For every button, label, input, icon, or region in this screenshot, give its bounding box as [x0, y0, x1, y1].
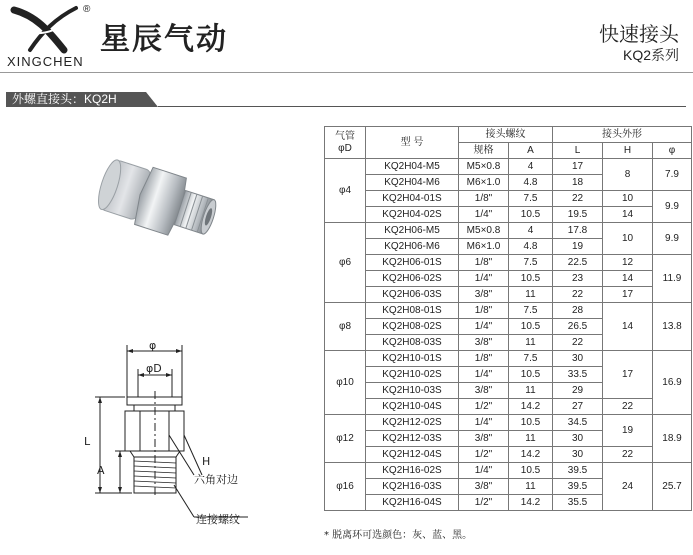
table-row: [325, 303, 692, 319]
header-phi: φ: [653, 143, 692, 159]
l-value-cell: 17: [553, 159, 603, 175]
l-value-cell: 23: [553, 271, 603, 287]
spec-table: [324, 126, 692, 511]
l-value-cell: 19.5: [553, 207, 603, 223]
phi-value-cell: 7.9: [653, 159, 692, 191]
model-cell: KQ2H06-02S: [366, 271, 459, 287]
catalog-title: 快速接头: [599, 22, 679, 46]
table-row: [325, 415, 692, 431]
table-row: [325, 159, 692, 175]
l-value-cell: 29: [553, 383, 603, 399]
a-value-cell: 10.5: [509, 415, 553, 431]
header-l: L: [553, 143, 603, 159]
tube-size-cell: φ6: [325, 223, 366, 303]
phi-value-cell: 16.9: [653, 351, 692, 415]
thread-label: 连接螺纹: [196, 513, 240, 526]
a-value-cell: 7.5: [509, 303, 553, 319]
brand-logo: [6, 4, 86, 54]
thread-spec-cell: 1/8": [459, 255, 509, 271]
h-value-cell: 19: [603, 415, 653, 447]
model-cell: KQ2H16-03S: [366, 479, 459, 495]
thread-spec-cell: 3/8": [459, 383, 509, 399]
h-value-cell: 17: [603, 287, 653, 303]
header-dims-group: 接头外形: [553, 127, 692, 143]
product-photo: [80, 150, 230, 270]
header-h: H: [603, 143, 653, 159]
dim-h-label: H: [202, 455, 211, 468]
model-cell: KQ2H10-02S: [366, 367, 459, 383]
l-value-cell: 22: [553, 287, 603, 303]
h-value-cell: 22: [603, 399, 653, 415]
thread-spec-cell: 1/8": [459, 191, 509, 207]
thread-spec-cell: 1/8": [459, 351, 509, 367]
phi-value-cell: 18.9: [653, 415, 692, 463]
thread-spec-cell: 1/8": [459, 303, 509, 319]
thread-spec-cell: 3/8": [459, 335, 509, 351]
dimension-drawing: [70, 335, 320, 535]
l-value-cell: 17.8: [553, 223, 603, 239]
a-value-cell: 4.8: [509, 175, 553, 191]
l-value-cell: 22: [553, 335, 603, 351]
a-value-cell: 4: [509, 159, 553, 175]
h-value-cell: 22: [603, 447, 653, 463]
spec-table-body: [325, 159, 692, 511]
phi-value-cell: 13.8: [653, 303, 692, 351]
a-value-cell: 11: [509, 479, 553, 495]
l-value-cell: 39.5: [553, 479, 603, 495]
model-cell: KQ2H12-02S: [366, 415, 459, 431]
l-value-cell: 35.5: [553, 495, 603, 511]
h-value-cell: 10: [603, 223, 653, 255]
thread-spec-cell: M6×1.0: [459, 239, 509, 255]
a-value-cell: 7.5: [509, 351, 553, 367]
table-row: [325, 191, 692, 207]
a-value-cell: 11: [509, 287, 553, 303]
thread-spec-cell: 3/8": [459, 287, 509, 303]
thread-spec-cell: 3/8": [459, 431, 509, 447]
thread-spec-cell: 1/2": [459, 399, 509, 415]
l-value-cell: 30: [553, 447, 603, 463]
model-cell: KQ2H10-01S: [366, 351, 459, 367]
brand-name-en: XINGCHEN: [7, 54, 84, 69]
brand-name: 星辰气动: [100, 22, 228, 57]
phi-value-cell: 11.9: [653, 255, 692, 303]
thread-spec-cell: M6×1.0: [459, 175, 509, 191]
h-value-cell: 12: [603, 255, 653, 271]
model-cell: KQ2H12-04S: [366, 447, 459, 463]
l-value-cell: 30: [553, 351, 603, 367]
a-value-cell: 11: [509, 431, 553, 447]
model-cell: KQ2H16-02S: [366, 463, 459, 479]
dim-a-label: A: [97, 464, 105, 477]
tube-size-cell: φ12: [325, 415, 366, 463]
table-row: [325, 351, 692, 367]
table-row: [325, 223, 692, 239]
hex-label: 六角对边: [194, 473, 238, 486]
thread-spec-cell: 1/4": [459, 415, 509, 431]
a-value-cell: 14.2: [509, 495, 553, 511]
header-tube: 气管 φD: [325, 127, 366, 159]
table-row: [325, 207, 692, 223]
model-cell: KQ2H12-03S: [366, 431, 459, 447]
h-value-cell: 14: [603, 303, 653, 351]
a-value-cell: 10.5: [509, 319, 553, 335]
model-cell: KQ2H08-01S: [366, 303, 459, 319]
thread-spec-cell: 1/2": [459, 447, 509, 463]
phi-value-cell: 9.9: [653, 223, 692, 255]
a-value-cell: 10.5: [509, 207, 553, 223]
a-value-cell: 4: [509, 223, 553, 239]
table-row: [325, 399, 692, 415]
header-a: A: [509, 143, 553, 159]
tube-size-cell: φ16: [325, 463, 366, 511]
header-thread-group: 接头螺纹: [459, 127, 553, 143]
table-row: [325, 287, 692, 303]
table-row: [325, 447, 692, 463]
dim-phid-label: φD: [146, 362, 162, 375]
l-value-cell: 39.5: [553, 463, 603, 479]
thread-spec-cell: M5×0.8: [459, 159, 509, 175]
header-spec: 规格: [459, 143, 509, 159]
l-value-cell: 18: [553, 175, 603, 191]
a-value-cell: 14.2: [509, 447, 553, 463]
thread-spec-cell: 1/4": [459, 463, 509, 479]
l-value-cell: 22: [553, 191, 603, 207]
phi-value-cell: 9.9: [653, 191, 692, 223]
model-cell: KQ2H04-M6: [366, 175, 459, 191]
model-cell: KQ2H10-04S: [366, 399, 459, 415]
thread-spec-cell: 1/2": [459, 495, 509, 511]
h-value-cell: 17: [603, 351, 653, 399]
model-cell: KQ2H04-02S: [366, 207, 459, 223]
thread-spec-cell: 1/4": [459, 319, 509, 335]
l-value-cell: 26.5: [553, 319, 603, 335]
model-cell: KQ2H08-02S: [366, 319, 459, 335]
catalog-subtitle: KQ2系列: [622, 47, 679, 63]
thread-spec-cell: 1/4": [459, 207, 509, 223]
registered-mark: ®: [83, 4, 91, 15]
thread-spec-cell: 1/4": [459, 367, 509, 383]
l-value-cell: 22.5: [553, 255, 603, 271]
a-value-cell: 10.5: [509, 271, 553, 287]
h-value-cell: 24: [603, 463, 653, 511]
a-value-cell: 7.5: [509, 191, 553, 207]
l-value-cell: 27: [553, 399, 603, 415]
tube-size-cell: φ8: [325, 303, 366, 351]
phi-value-cell: 25.7: [653, 463, 692, 511]
thread-spec-cell: M5×0.8: [459, 223, 509, 239]
a-value-cell: 11: [509, 335, 553, 351]
model-cell: KQ2H06-M6: [366, 239, 459, 255]
table-row: [325, 463, 692, 479]
l-value-cell: 28: [553, 303, 603, 319]
xc-logo-icon: [6, 4, 86, 54]
dim-l-label: L: [84, 435, 91, 448]
footnote: * 脱离环可选颜色：灰、蓝、黑。: [324, 530, 473, 541]
h-value-cell: 8: [603, 159, 653, 191]
a-value-cell: 7.5: [509, 255, 553, 271]
table-row: [325, 271, 692, 287]
h-value-cell: 14: [603, 207, 653, 223]
section-title: 外螺直接头：KQ2H: [12, 92, 117, 106]
tube-size-cell: φ10: [325, 351, 366, 415]
l-value-cell: 30: [553, 431, 603, 447]
tube-size-cell: φ4: [325, 159, 366, 223]
model-cell: KQ2H04-01S: [366, 191, 459, 207]
l-value-cell: 33.5: [553, 367, 603, 383]
a-value-cell: 10.5: [509, 367, 553, 383]
thread-spec-cell: 3/8": [459, 479, 509, 495]
thread-spec-cell: 1/4": [459, 271, 509, 287]
model-cell: KQ2H06-01S: [366, 255, 459, 271]
a-value-cell: 4.8: [509, 239, 553, 255]
dim-phi-label: φ: [149, 339, 157, 352]
a-value-cell: 10.5: [509, 463, 553, 479]
model-cell: KQ2H16-04S: [366, 495, 459, 511]
h-value-cell: 10: [603, 191, 653, 207]
h-value-cell: 14: [603, 271, 653, 287]
model-cell: KQ2H04-M5: [366, 159, 459, 175]
l-value-cell: 34.5: [553, 415, 603, 431]
table-row: [325, 255, 692, 271]
model-cell: KQ2H10-03S: [366, 383, 459, 399]
header-model: 型 号: [366, 127, 459, 159]
model-cell: KQ2H06-03S: [366, 287, 459, 303]
a-value-cell: 14.2: [509, 399, 553, 415]
header-divider: [0, 72, 693, 73]
l-value-cell: 19: [553, 239, 603, 255]
model-cell: KQ2H08-03S: [366, 335, 459, 351]
model-cell: KQ2H06-M5: [366, 223, 459, 239]
a-value-cell: 11: [509, 383, 553, 399]
